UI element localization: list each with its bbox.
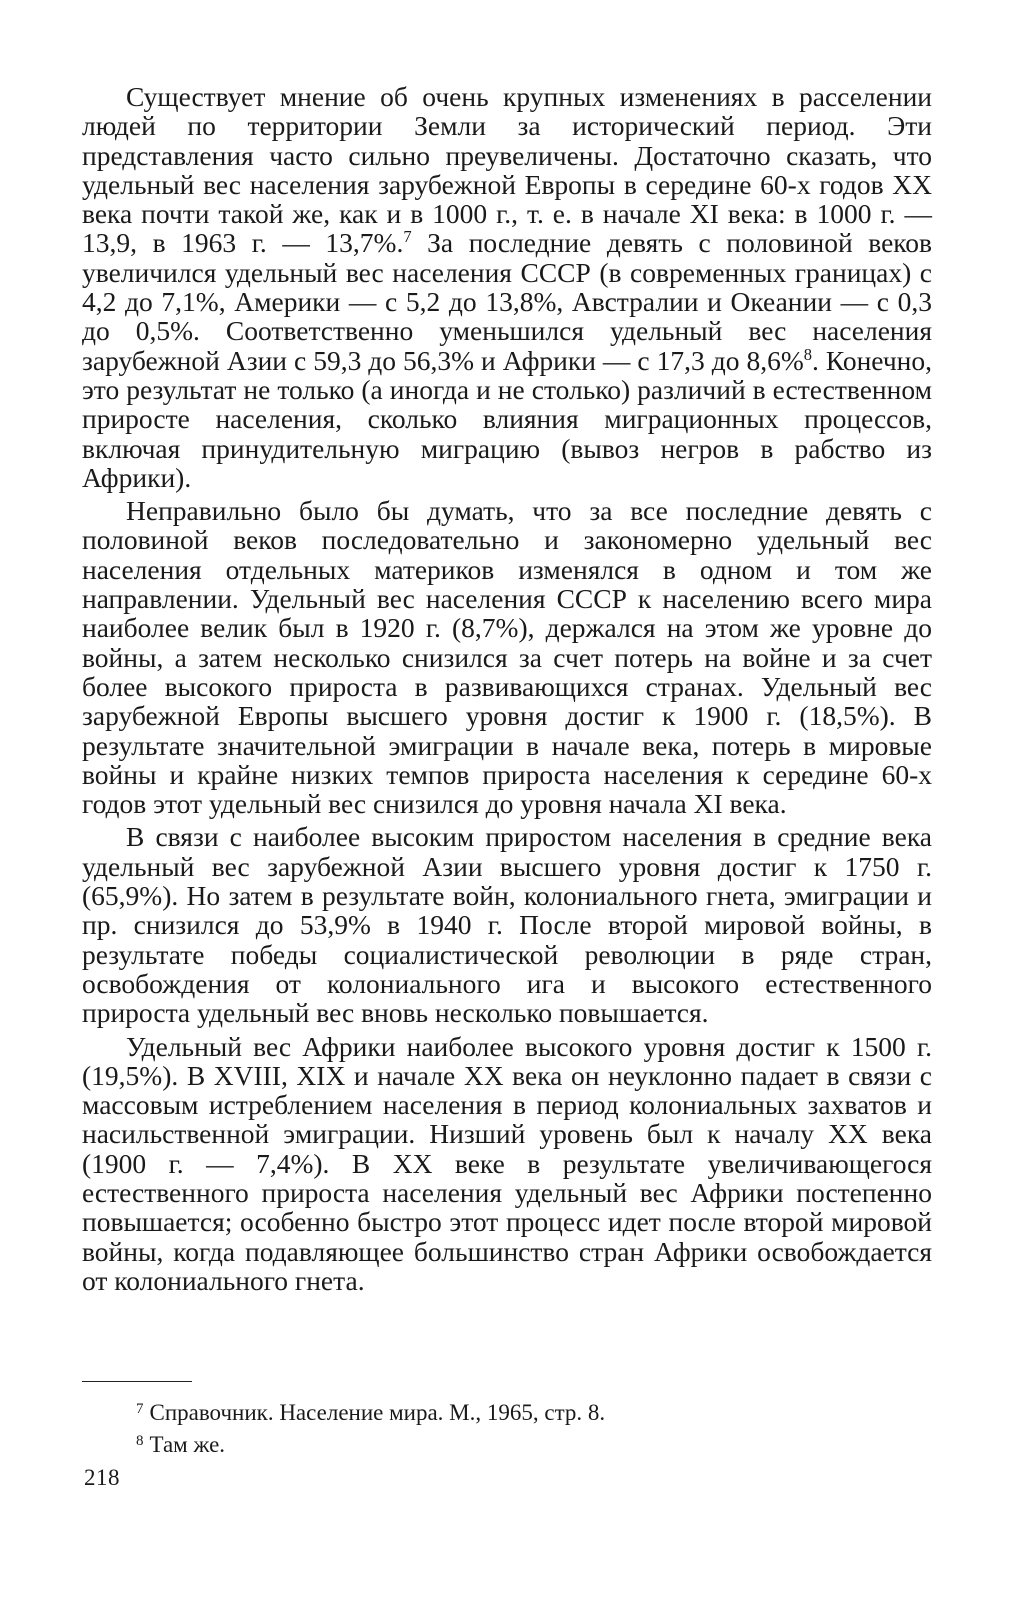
- footnote-ref-7[interactable]: 7: [403, 227, 412, 247]
- paragraph-2: [82, 496, 932, 818]
- footnote-text: Там же.: [149, 1432, 226, 1457]
- footnote-number: 7: [136, 1401, 144, 1417]
- paragraph-text: В связи с наиболее высоким приростом населения в средние века удельный вес зарубежной Азии высшего уровня достиг к 1750 г. (65,9%). Но затем в результате войн, колониального гнета, эмиграции и пр. снизился до 53,9% в 1940 г. После второй мировой войны, в результате победы социалистической революции в ряде стран, освобождения от колониального ига и высокого естественного прироста удельный вес вновь несколько повышается.: [82, 821, 932, 1029]
- footnote-divider: [82, 1381, 192, 1382]
- paragraph-text: Удельный вес Африки наиболее высокого уровня достиг к 1500 г. (19,5%). В XVIII, XIX и начале XX века он неуклонно падает в связи с массовым истреблением населения в период колониальных захватов и насильственной эмиграции. Низший уровень был к началу XX века (1900 г. — 7,4%). В XX веке в результате увеличивающегося естественного прироста населения удельный вес Африки постепенно повышается; особенно быстро этот процесс идет после второй мировой войны, когда подавляющее большинство стран Африки освобождается от колониального гнета.: [82, 1030, 932, 1296]
- page-number: 218: [84, 1465, 120, 1490]
- paragraph-text: Неправильно было бы думать, что за все последние девять с половиной веков последовательно и закономерно удельный вес населения отдельных материков изменялся в одном и том же направлении. Удельный вес населения СССР к населению всего мира наиболее велик был в 1920 г. (8,7%), держался на этом же уровне до войны, а затем несколько снизился за счет потерь на войне и за счет более высокого прироста в развивающихся странах. Удельный вес зарубежной Европы высшего уровня достиг к 1900 г. (18,5%). В результате значительной эмиграции в начале века, потерь в мировые войны и крайне низких темпов прироста населения к середине 60-х годов этот удельный вес снизился до уровня начала XI века.: [82, 495, 932, 820]
- footnote-text: Справочник. Население мира. М., 1965, стр. 8.: [149, 1400, 606, 1425]
- paragraph-text: За последние девять с половиной веков увеличился удельный вес населения СССР (в современных границах) с 4,2 до 7,1%, Америки — с 5,2 до 13,8%, Австралии и Океании — с 0,3 до 0,5%. Соответственно уменьшился удельный вес населения зарубежной Азии с 59,3 до 56,3% и Африки — с 17,3 до 8,6%: [82, 227, 932, 376]
- main-text: [82, 82, 932, 1295]
- footnote-7: [136, 1395, 836, 1427]
- footnote-number: 8: [136, 1433, 144, 1449]
- footnote-8: [136, 1427, 836, 1459]
- paragraph-3: [82, 822, 932, 1027]
- footnote-ref-8[interactable]: 8: [803, 344, 812, 364]
- paragraph-text: Существует мнение об очень крупных изменениях в расселении людей по территории Земли за исторический период. Эти представления часто сильно преувеличены. Достаточно сказать, что удельный вес населения зарубежной Европы в середине 60-х годов XX века почти такой же, как и в 1000 г., т. е. в начале XI века: в 1000 г. — 13,9, в 1963 г. — 13,7%.: [82, 81, 932, 259]
- paragraph-text: . Конечно, это результат не только (а иногда и не столько) различий в естественном приросте населения, сколько влияния миграционных процессов, включая принудительную миграцию (вывоз негров в рабство из Африки).: [82, 344, 932, 493]
- paragraph-4: [82, 1032, 932, 1296]
- footnotes: [136, 1395, 836, 1459]
- paragraph-1: [82, 82, 932, 492]
